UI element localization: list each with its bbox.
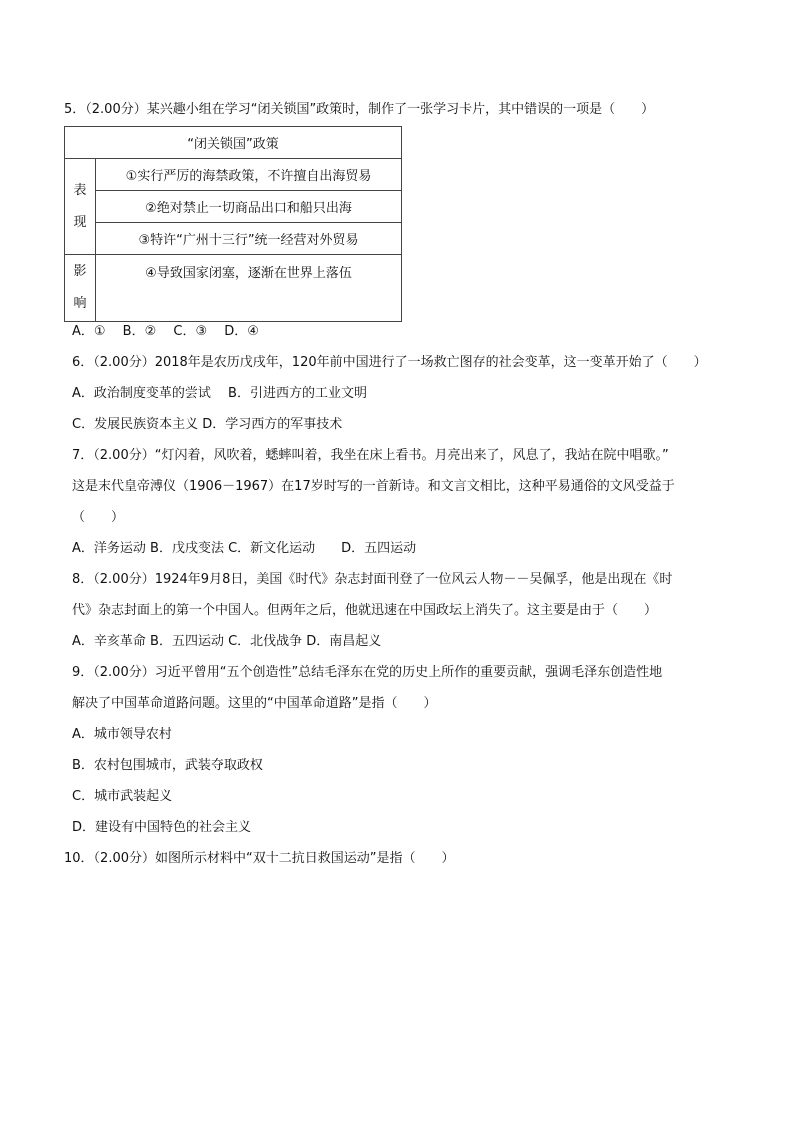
study-card-table (64, 126, 402, 322)
q6-options-line2: C．发展民族资本主义 D．学习西方的军事技术 (72, 417, 343, 432)
q7-options: A．洋务运动 B．戊戌变法 C．新文化运动 D．五四运动 (72, 541, 417, 556)
q9-option-c: C．城市武装起义 (72, 789, 173, 804)
q9-option-d: D．建设有中国特色的社会主义 (72, 820, 252, 835)
q8-stem-line2: 代》杂志封面上的第一个中国人。但两年之后，他就迅速在中国政坛上消失了。这主要是由于（ ） (72, 603, 658, 618)
q6-options-line1: A．政治制度变革的尝试 B．引进西方的工业文明 (72, 386, 367, 401)
q5-options: A．① B．② C．③ D．④ (72, 324, 259, 339)
q9-option-b: B．农村包围城市，武装夺取政权 (72, 758, 263, 773)
card-item-3: ③特许“广州十三行”统一经营对外贸易 (96, 223, 402, 255)
card-item-2: ②绝对禁止一切商品出口和船只出海 (96, 191, 402, 223)
card-label-biaoxian: 表 现 (65, 159, 96, 255)
q5-stem: 5．（2.00分）某兴趣小组在学习“闭关锁国”政策时，制作了一张学习卡片，其中错误的一项是（ ） (64, 102, 655, 117)
q9-stem-line2: 解决了中国革命道路问题。这里的“中国革命道路”是指（ ） (72, 696, 437, 711)
q7-stem-line3: （ ） (72, 510, 125, 525)
card-label-yingxiang: 影 响 (65, 255, 96, 322)
card-influence: ④导致国家闭塞，逐渐在世界上落伍 (96, 255, 402, 322)
card-title: “闭关锁国”政策 (65, 127, 402, 159)
q6-stem: 6．（2.00分）2018年是农历戊戌年，120年前中国进行了一场救亡图存的社会变革，这一变革开始了（ ） (72, 355, 707, 370)
q9-option-a: A．城市领导农村 (72, 727, 172, 742)
q7-stem-line2: 这是末代皇帝溥仪（1906－1967）在17岁时写的一首新诗。和文言文相比，这种平易通俗的文风受益于 (72, 479, 675, 494)
q10-stem: 10．（2.00分）如图所示材料中“双十二抗日救国运动”是指（ ） (64, 851, 455, 866)
q8-stem-line1: 8．（2.00分）1924年9月8日，美国《时代》杂志封面刊登了一位风云人物－－吴佩孚，他是出现在《时 (72, 572, 673, 587)
q7-stem-line1: 7．（2.00分）“灯闪着，风吹着，蟋蟀叫着，我坐在床上看书。月亮出来了，风息了，我站在院中唱歌。” (72, 448, 669, 463)
q8-options: A．辛亥革命 B．五四运动 C．北伐战争 D．南昌起义 (72, 634, 382, 649)
card-item-1: ①实行严厉的海禁政策，不许擅自出海贸易 (96, 159, 402, 191)
q9-stem-line1: 9．（2.00分）习近平曾用“五个创造性”总结毛泽东在党的历史上所作的重要贡献，强调毛泽东创造性地 (72, 665, 663, 680)
